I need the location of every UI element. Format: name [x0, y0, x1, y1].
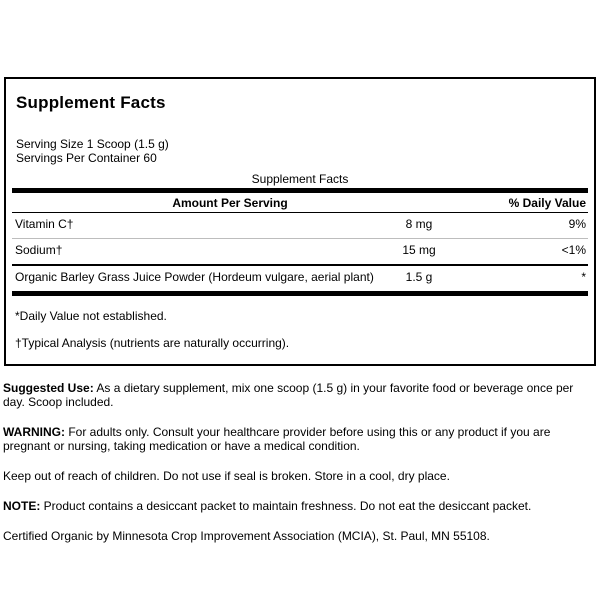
certified-organic-text: Certified Organic by Minnesota Crop Improvement Association (MCIA), St. Paul, MN 55108.: [3, 529, 490, 543]
table-row: [12, 239, 588, 266]
table-row: [12, 213, 588, 239]
header-daily-value: % Daily Value: [508, 196, 586, 210]
serving-size: Serving Size 1 Scoop (1.5 g): [16, 137, 169, 151]
note-label: NOTE:: [3, 499, 41, 513]
serving-info: [12, 137, 588, 165]
suggested-use-paragraph: [3, 381, 597, 409]
nutrient-daily-value: <1%: [561, 243, 586, 257]
keep-out-of-reach-paragraph: [3, 469, 597, 483]
warning-label: WARNING:: [3, 425, 65, 439]
nutrient-daily-value: 9%: [568, 217, 586, 231]
certified-organic-paragraph: [3, 529, 597, 543]
nutrient-amount: 8 mg: [405, 217, 433, 231]
warning-text: For adults only. Consult your healthcare provider before using this or any product if you are pregnant or nursing, taking medication or have a medical condition.: [3, 425, 551, 453]
table-caption: Supplement Facts: [251, 172, 349, 186]
header-amount-per-serving: Amount Per Serving: [172, 196, 288, 210]
nutrient-amount: 15 mg: [402, 243, 436, 257]
note-paragraph: [3, 499, 597, 513]
info-section: [3, 381, 597, 543]
nutrient-table: [12, 188, 588, 296]
panel-title: Supplement Facts: [16, 93, 166, 112]
table-header-row: [12, 188, 588, 213]
footnote-daily-value: *Daily Value not established.: [15, 309, 167, 323]
suggested-use-label: Suggested Use:: [3, 381, 94, 395]
nutrient-name: Vitamin C†: [15, 217, 74, 231]
footnote-typical-analysis: †Typical Analysis (nutrients are naturally occurring).: [15, 336, 290, 350]
servings-per-container: Servings Per Container 60: [16, 151, 157, 165]
keep-out-of-reach-text: Keep out of reach of children. Do not use if seal is broken. Store in a cool, dry place.: [3, 469, 450, 483]
nutrient-name: Sodium†: [15, 243, 63, 257]
nutrient-name: Organic Barley Grass Juice Powder (Hordeum vulgare, aerial plant): [15, 270, 374, 284]
nutrient-amount: 1.5 g: [405, 270, 433, 284]
table-row: [12, 266, 588, 296]
warning-paragraph: [3, 425, 597, 453]
note-text: Product contains a desiccant packet to maintain freshness. Do not eat the desiccant packet.: [40, 499, 532, 513]
supplement-facts-panel: [4, 77, 596, 366]
nutrient-daily-value: *: [581, 270, 586, 284]
suggested-use-text: As a dietary supplement, mix one scoop (1.5 g) in your favorite food or beverage once per day. Scoop included.: [3, 381, 574, 409]
